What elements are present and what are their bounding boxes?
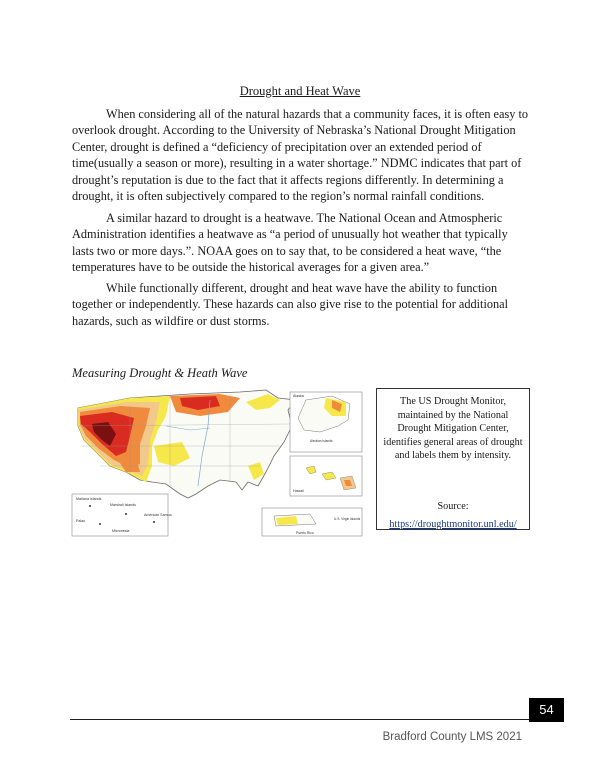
paragraph-combined: While functionally different, drought and heat wave have the ability to function together or independently. These hazards can also give rise to the potential for additional hazards, such as wildfire or dust storms.	[72, 281, 509, 328]
footer-divider	[70, 719, 530, 720]
samoa-label: American Samoa	[144, 513, 172, 517]
page-number: 54	[529, 698, 564, 722]
palau-label: Palau	[76, 519, 86, 523]
micronesia-label: Micronesia	[112, 529, 130, 533]
section-heading: Drought and Heat Wave	[239, 84, 361, 98]
drought-monitor-info-box	[376, 388, 530, 530]
aleutian-label: Aleutian Islands	[310, 439, 333, 443]
mariana-label: Mariana Islands	[76, 497, 102, 501]
paragraph-heatwave: A similar hazard to drought is a heatwave. The National Ocean and Atmospheric Administration identifies a heatwave as “a period of unusually hot weather that typically lasts two or more days.”. NOAA goes on to say that, to be considered a heat wave, “the temperatures have to be outside the historical averages for a given area.”	[72, 211, 508, 275]
paragraph-drought: When considering all of the natural hazards that a community faces, it is often easy to overlook drought. According to the University of Nebraska’s National Drought Mitigation Center, drought is defined a “deficiency of precipitation over an extended period of time(usually a season or more), resulting in a water shortage.” NDMC indicates that part of drought’s reputation is due to the fact that it affects regions differently. In determining a drought, it is often subjectively compared to the region’s normal rainfall conditions.	[72, 107, 529, 204]
alaska-label: Alaska	[293, 394, 304, 398]
drought-monitor-map	[70, 386, 366, 540]
source-label: Source:	[437, 500, 469, 512]
virgin-islands-label: U.S. Virgin Islands	[334, 517, 361, 521]
marshall-label: Marshall Islands	[110, 503, 136, 507]
figure-caption: Measuring Drought & Heath Wave	[72, 366, 248, 380]
footer-title: Bradford County LMS 2021	[382, 731, 522, 743]
puerto-rico-label: Puerto Rico	[296, 531, 314, 535]
source-link[interactable]: https://droughtmonitor.unl.edu/	[389, 519, 517, 530]
hawaii-label: Hawaii	[293, 489, 304, 493]
info-description: The US Drought Monitor, maintained by the National Drought Mitigation Center, identifies general areas of drought and labels them by intensity.	[383, 396, 523, 461]
